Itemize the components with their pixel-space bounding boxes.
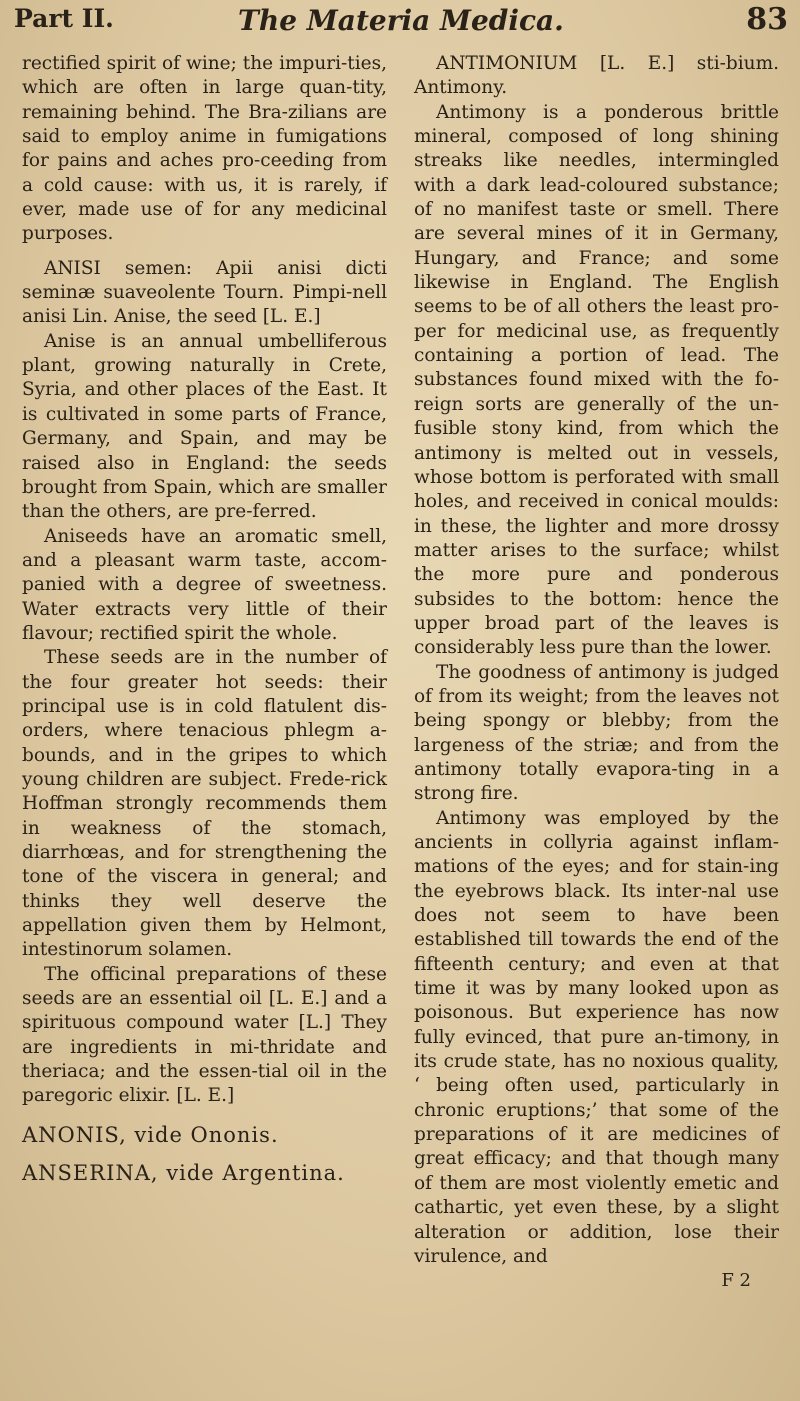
paragraph-p8: ANSERINA, vide Argentina. — [22, 1161, 345, 1186]
paragraph-q3: The goodness of antimony is judged of from its weight; from the leaves not being spongy or blebby; from the largeness of the striæ; and from the antimony totally evapora-ting in a strong fire. — [414, 661, 779, 805]
paragraph-q4: Antimony was employed by the ancients in collyria against inflam-mations of the eyes; and for stain-ing the eyebrows black. Its inter-nal use does not seem to have been established till towards the end of the fifteenth century; and even at that time it was by many looked upon as poisonous. But experience has now fully evinced, that pure an-timony, in its crude state, has no noxious quality, ‘ being often used, particularly in chronic eruptions;’ that some of the preparations of it are medicines of great efficacy; and that though many of them are most violently emetic and cathartic, yet even these, by a slight alteration or addition, lose their virulence, and — [414, 807, 779, 1267]
right-column — [414, 52, 779, 1294]
paragraph-p5: These seeds are in the number of the four greater hot seeds: their principal use is in cold flatulent dis-orders, where tenacious phlegm a-bounds, and in the gripes to which young children are subject. Frede-rick Hoffman strongly recommends them in weakness of the stomach, diarrhœas, and for strengthening the tone of the viscera in general; and thinks they well deserve the appellation given them by Helmont, intestinorum solamen. — [22, 647, 387, 961]
paragraph-q1: ANTIMONIUM [L. E.] sti-bium. Antimony. — [414, 53, 779, 99]
left-column — [22, 52, 387, 1185]
paragraph-p4: Aniseeds have an aromatic smell, and a pleasant warm taste, accom-panied with a degree of sweetness. Water extracts very little of their flavour; rectified spirit the whole. — [22, 525, 387, 644]
paragraph-p3: Anise is an annual umbelliferous plant, growing naturally in Crete, Syria, and other places of the East. It is cultivated in some parts of France, Germany, and Spain, and may be raised also in England: the seeds brought from Spain, which are smaller than the others, are pre-ferred. — [22, 330, 387, 523]
paragraph-p1: rectified spirit of wine; the impuri-ties, which are often in large quan-tity, remaining behind. The Bra-zilians are said to employ anime in fumigations for pains and aches pro-ceeding from a cold cause: with us, it is rarely, if ever, made use of for any medicinal purposes. — [22, 53, 387, 245]
running-header — [14, 2, 788, 46]
paragraph-q2: Antimony is a ponderous brittle mineral, composed of long shining streaks like needles, intermingled with a dark lead-coloured substance; of no manifest taste or smell. There are several mines of it in Germany, Hungary, and France; and some likewise in England. The English seems to be of all others the least pro-per for medicinal use, as frequently containing a portion of lead. The substances found mixed with the fo-reign sorts are generally of the un-fusible stony kind, from which the antimony is melted out in vessels, whose bottom is perforated with small holes, and received in conical moulds: in these, the lighter and more drossy matter arises to the surface; whilst the more pure and ponderous subsides to the bottom: hence the upper broad part of the leaves is considerably less pure than the lower. — [414, 101, 779, 659]
running-title: The Materia Medica. — [238, 4, 564, 37]
paragraph-p7: ANONIS, vide Ononis. — [22, 1122, 279, 1147]
paragraph-p6: The officinal preparations of these seeds are an essential oil [L. E.] and a spirituous compound water [L.] They are ingredients in mi-thridate and theriaca; and the essen-tial oil in the paregoric elixir. [L. E.] — [22, 963, 387, 1107]
paragraph-q5: F 2 — [721, 1270, 751, 1292]
paragraph-p2: ANISI semen: Apii anisi dicti seminæ suaveolente Tourn. Pimpi-nell anisi Lin. Anise, the seed [L. E.] — [22, 257, 387, 328]
part-label: Part II. — [14, 4, 114, 33]
page-number: 83 — [746, 2, 788, 37]
